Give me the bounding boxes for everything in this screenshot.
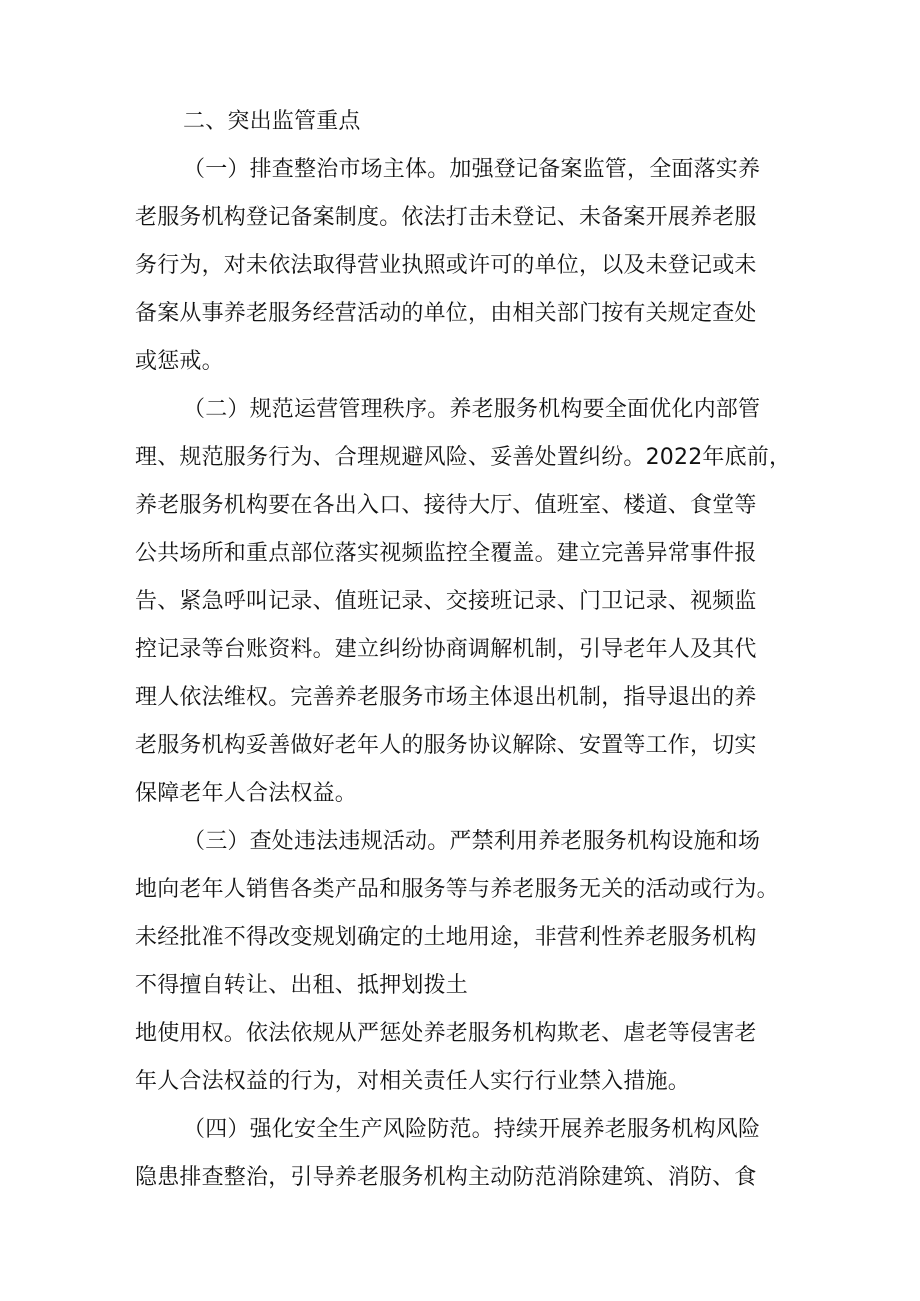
paragraph-line: 养老服务机构要在各出入口、接待大厅、值班室、楼道、食堂等 bbox=[135, 493, 757, 518]
paragraph-line: （二）规范运营管理秩序。养老服务机构要全面优化内部管 bbox=[183, 397, 761, 422]
paragraph-line: （三）查处违法违规活动。严禁利用养老服务机构设施和场 bbox=[183, 829, 761, 854]
paragraph-line: 保障老年人合法权益。 bbox=[135, 781, 358, 806]
paragraph-line: 告、紧急呼叫记录、值班记录、交接班记录、门卫记录、视频监 bbox=[135, 589, 757, 614]
paragraph-line: 理人依法维权。完善养老服务市场主体退出机制，指导退出的养 bbox=[135, 685, 757, 710]
paragraph-line: 未经批准不得改变规划确定的土地用途，非营利性养老服务机构 bbox=[135, 925, 757, 950]
paragraph-line: 控记录等台账资料。建立纠纷协商调解机制，引导老年人及其代 bbox=[135, 637, 757, 662]
paragraph-line: 地使用权。依法依规从严惩处养老服务机构欺老、虐老等侵害老 bbox=[135, 1021, 757, 1046]
paragraph-line: 年人合法权益的行为，对相关责任人实行行业禁入措施。 bbox=[135, 1069, 691, 1094]
paragraph-line: 备案从事养老服务经营活动的单位，由相关部门按有关规定查处 bbox=[135, 301, 757, 326]
paragraph-line: （四）强化安全生产风险防范。持续开展养老服务机构风险 bbox=[183, 1117, 761, 1142]
paragraph-line: 理、规范服务行为、合理规避风险、妥善处置纠纷。2022年底前， bbox=[135, 445, 792, 470]
paragraph-line: 隐患排查整治，引导养老服务机构主动防范消除建筑、消防、食 bbox=[135, 1165, 757, 1190]
section-heading: 二、突出监管重点 bbox=[183, 109, 361, 134]
paragraph-line: 或惩戒。 bbox=[135, 349, 224, 374]
paragraph-line: 务行为，对未依法取得营业执照或许可的单位，以及未登记或未 bbox=[135, 253, 757, 278]
paragraph-line: 公共场所和重点部位落实视频监控全覆盖。建立完善异常事件报 bbox=[135, 541, 757, 566]
paragraph-line: 不得擅自转让、出租、抵押划拨土 bbox=[135, 973, 469, 998]
paragraph-line: 老服务机构妥善做好老年人的服务协议解除、安置等工作，切实 bbox=[135, 733, 757, 758]
paragraph-line: （一）排查整治市场主体。加强登记备案监管，全面落实养 bbox=[183, 157, 761, 182]
paragraph-line: 老服务机构登记备案制度。依法打击未登记、未备案开展养老服 bbox=[135, 205, 757, 230]
paragraph-line: 地向老年人销售各类产品和服务等与养老服务无关的活动或行为。 bbox=[135, 877, 779, 902]
